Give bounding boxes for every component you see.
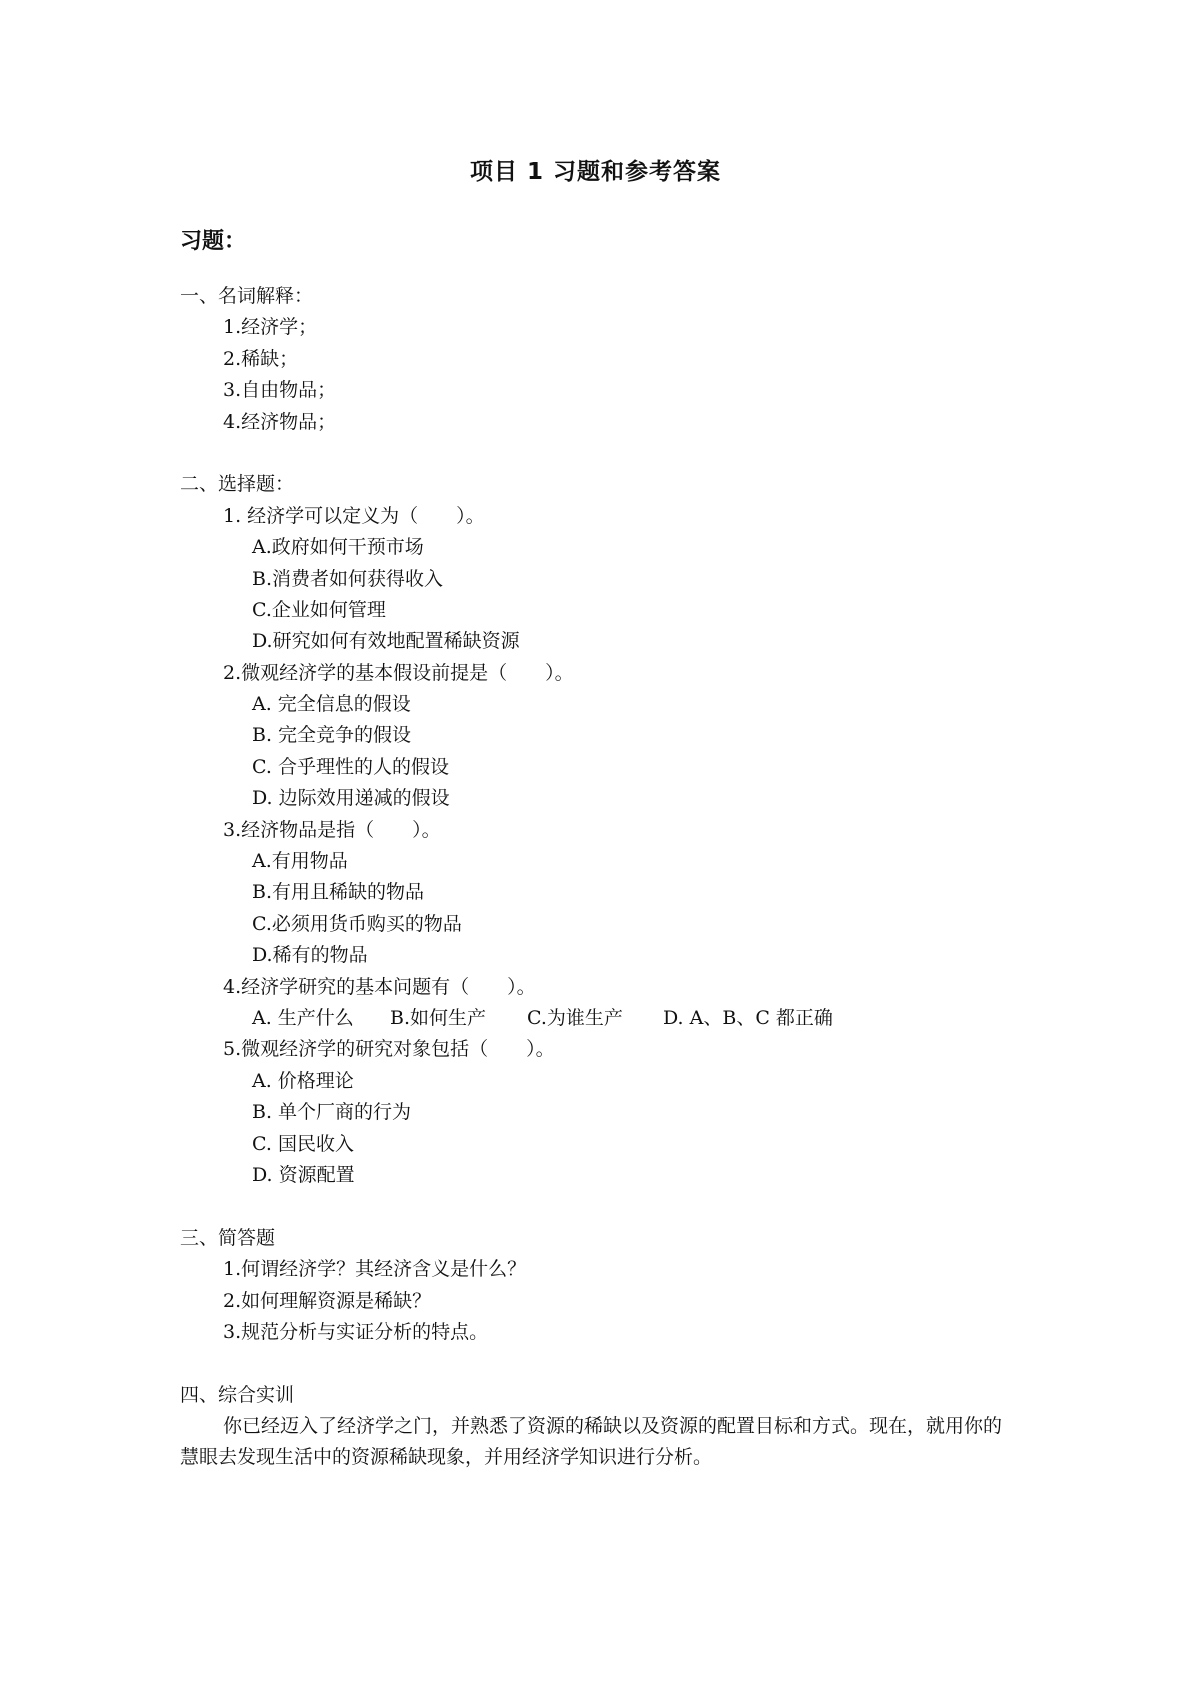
question-3-option-a: A.有用物品 (252, 850, 348, 873)
question-4-option-b: B.如何生产 (390, 1006, 487, 1029)
question-3-option-b: B.有用且稀缺的物品 (252, 881, 425, 904)
term-item: 2.稀缺； (223, 347, 299, 370)
question-4-option-c: C.为谁生产 (527, 1006, 623, 1029)
question-4-stem: 4.经济学研究的基本问题有（ ）。 (223, 975, 536, 998)
question-1-option-b: B.消费者如何获得收入 (252, 567, 444, 590)
question-3-stem: 3.经济物品是指（ ）。 (223, 818, 441, 841)
question-4-option-a: A. 生产什么 (252, 1006, 354, 1029)
short-answer-item: 3.规范分析与实证分析的特点。 (223, 1320, 489, 1343)
question-5-option-d: D. 资源配置 (252, 1163, 355, 1186)
section-4-heading: 四、综合实训 (180, 1383, 295, 1406)
section-2-heading: 二、选择题： (180, 473, 295, 496)
question-4-options (180, 1003, 1020, 1034)
question-2-option-a: A. 完全信息的假设 (252, 693, 411, 716)
exercises-heading: 习题： (180, 229, 247, 254)
question-1-option-c: C.企业如何管理 (252, 598, 386, 621)
question-1-stem: 1. 经济学可以定义为（ ）。 (223, 504, 485, 527)
question-5-option-c: C. 国民收入 (252, 1132, 354, 1155)
spacer (180, 1348, 1020, 1379)
question-2-option-c: C. 合乎理性的人的假设 (252, 755, 449, 778)
term-item: 3.自由物品； (223, 379, 337, 402)
short-answer-item: 1.何谓经济学？其经济含义是什么？ (223, 1258, 527, 1281)
question-2-stem: 2.微观经济学的基本假设前提是（ ）。 (223, 661, 574, 684)
question-5-stem: 5.微观经济学的研究对象包括（ ）。 (223, 1038, 555, 1061)
spacer (180, 1191, 1020, 1222)
term-item: 4.经济物品； (223, 410, 337, 433)
spacer (180, 438, 1020, 469)
document-body (180, 281, 1020, 1474)
question-1-option-d: D.研究如何有效地配置稀缺资源 (252, 630, 520, 653)
question-4-option-d: D. A、B、C 都正确 (663, 1006, 833, 1029)
document-title: 项目 1 习题和参考答案 (469, 159, 722, 185)
question-3-option-c: C.必须用货币购买的物品 (252, 912, 462, 935)
section-1-heading: 一、名词解释： (180, 285, 314, 307)
section-3-heading: 三、简答题 (180, 1226, 276, 1249)
question-2-option-b: B. 完全竞争的假设 (252, 724, 412, 747)
question-3-option-d: D.稀有的物品 (252, 944, 368, 967)
question-2-option-d: D. 边际效用递减的假设 (252, 787, 450, 810)
short-answer-item: 2.如何理解资源是稀缺？ (223, 1289, 432, 1312)
question-1-option-a: A.政府如何干预市场 (252, 536, 424, 559)
question-5-option-b: B. 单个厂商的行为 (252, 1101, 412, 1124)
question-5-option-a: A. 价格理论 (252, 1069, 354, 1092)
term-item: 1.经济学； (223, 316, 318, 339)
practice-paragraph: 你已经迈入了经济学之门，并熟悉了资源的稀缺以及资源的配置目标和方式。现在，就用你的慧眼去发现生活中的资源稀缺现象，并用经济学知识进行分析。 (180, 1415, 1003, 1469)
